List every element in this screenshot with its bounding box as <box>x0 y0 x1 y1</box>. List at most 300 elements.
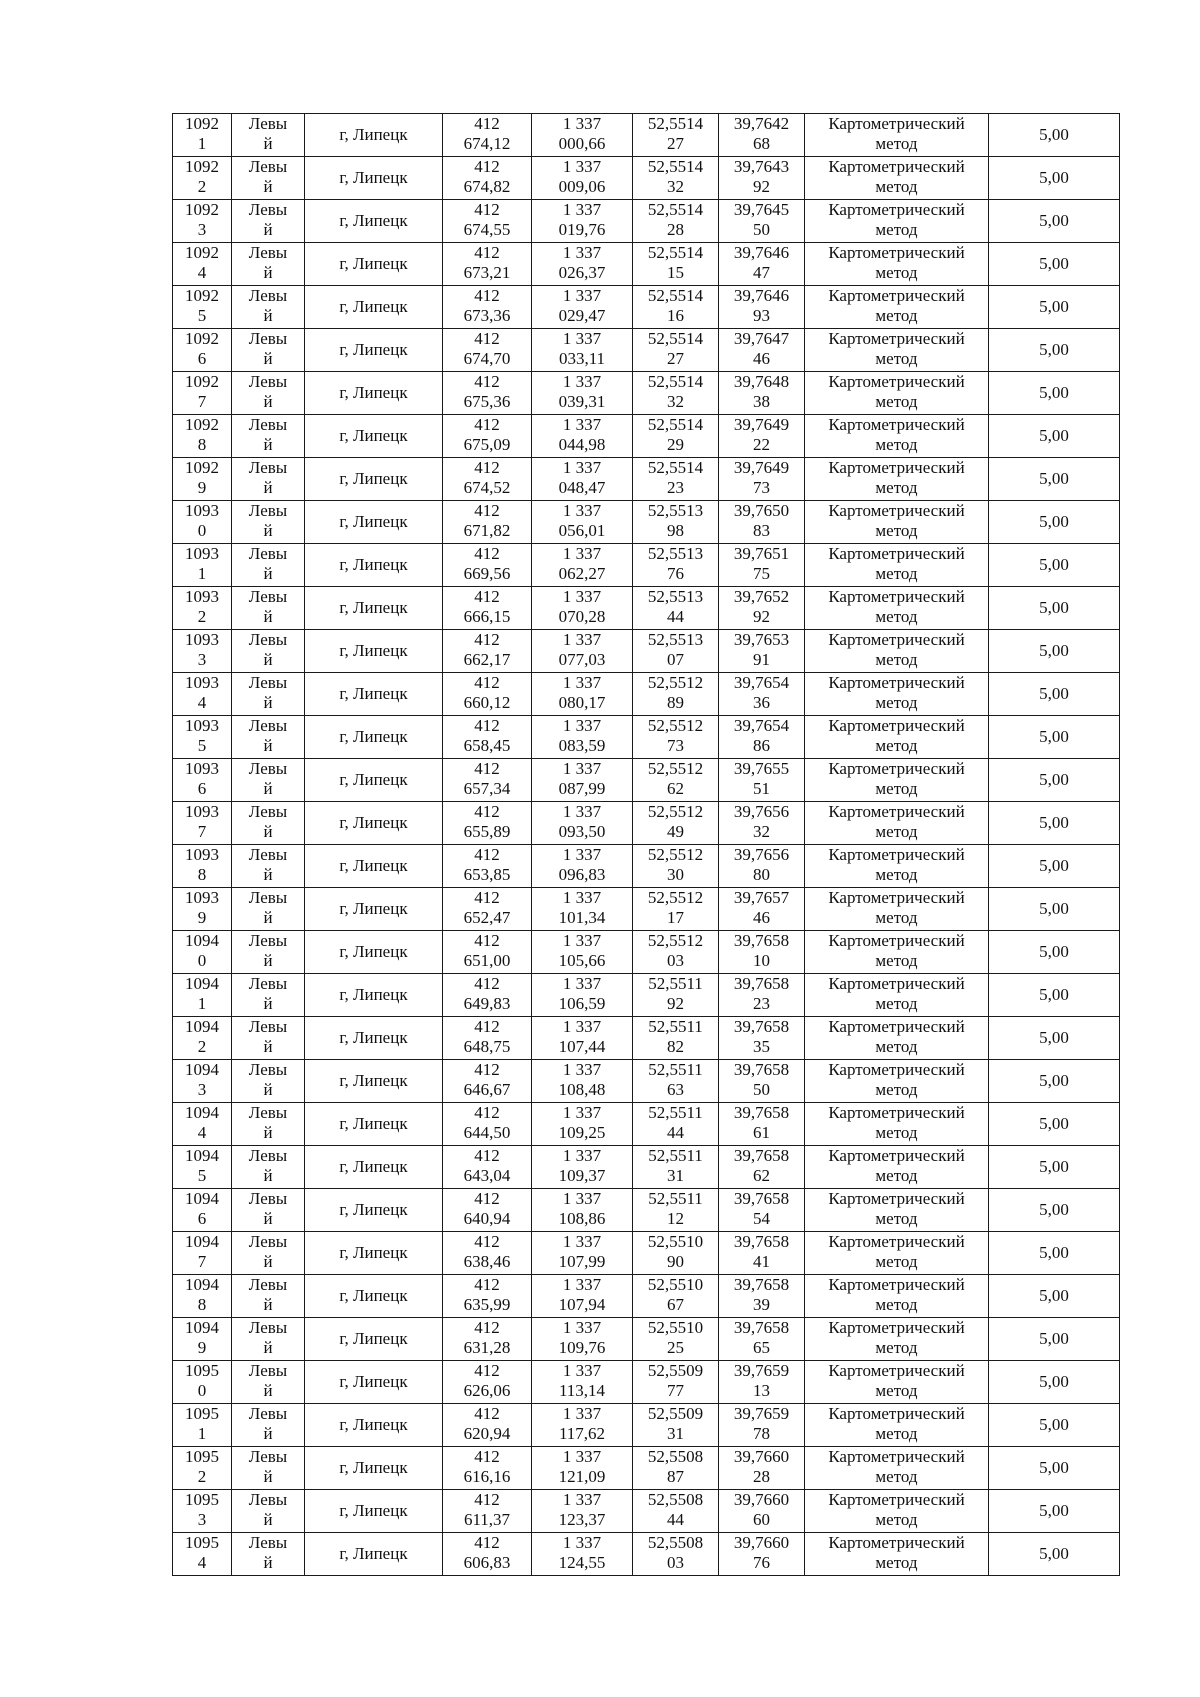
latitude-line: 89 <box>667 693 684 712</box>
method-line: Картометрический <box>828 415 965 434</box>
latitude-cell <box>633 587 719 630</box>
side-line: Левы <box>248 587 288 606</box>
longitude-cell <box>719 1146 805 1189</box>
latitude-line: 16 <box>667 306 684 325</box>
method-line: метод <box>875 1424 918 1443</box>
side-cell <box>232 458 305 501</box>
y-coordinate-cell <box>532 243 633 286</box>
method-cell <box>805 1060 989 1103</box>
table-row <box>173 157 1120 200</box>
y-coordinate-cell <box>532 802 633 845</box>
latitude-line: 52,5514 <box>647 329 704 348</box>
x-coordinate-cell <box>443 1490 532 1533</box>
table-row <box>173 630 1120 673</box>
side-line: й <box>263 1080 273 1099</box>
method-cell <box>805 243 989 286</box>
latitude-line: 52,5512 <box>647 802 704 821</box>
y-coordinate-line: 1 337 <box>562 415 602 434</box>
side-line: й <box>263 908 273 927</box>
y-coordinate-line: 117,62 <box>558 1424 606 1443</box>
table-row <box>173 931 1120 974</box>
error-cell: 5,00 <box>989 200 1120 243</box>
point-number-line: 0 <box>197 951 207 970</box>
city-cell: г, Липецк <box>305 1447 443 1490</box>
longitude-line: 39,7656 <box>733 845 790 864</box>
x-coordinate-line: 652,47 <box>463 908 511 927</box>
x-coordinate-cell <box>443 114 532 157</box>
side-line: Левы <box>248 1232 288 1251</box>
side-cell <box>232 544 305 587</box>
x-coordinate-line: 412 <box>474 544 500 563</box>
method-line: метод <box>875 1037 918 1056</box>
side-line: й <box>263 1338 273 1357</box>
error-cell: 5,00 <box>989 1361 1120 1404</box>
side-line: й <box>263 951 273 970</box>
latitude-line: 32 <box>667 392 684 411</box>
point-number-cell <box>173 1232 232 1275</box>
x-coordinate-line: 662,17 <box>463 650 511 669</box>
point-number-cell <box>173 114 232 157</box>
method-line: Картометрический <box>828 888 965 907</box>
side-cell <box>232 759 305 802</box>
error-cell: 5,00 <box>989 587 1120 630</box>
point-number-cell <box>173 200 232 243</box>
city-cell: г, Липецк <box>305 1103 443 1146</box>
method-cell <box>805 200 989 243</box>
side-line: й <box>263 263 273 282</box>
city-cell: г, Липецк <box>305 458 443 501</box>
side-cell <box>232 1060 305 1103</box>
x-coordinate-line: 655,89 <box>463 822 511 841</box>
point-number-cell <box>173 372 232 415</box>
latitude-line: 52,5514 <box>647 286 704 305</box>
latitude-cell <box>633 1232 719 1275</box>
longitude-line: 39,7653 <box>733 630 790 649</box>
latitude-line: 52,5510 <box>647 1232 704 1251</box>
longitude-cell <box>719 1447 805 1490</box>
latitude-cell <box>633 1189 719 1232</box>
method-cell <box>805 157 989 200</box>
y-coordinate-line: 029,47 <box>558 306 606 325</box>
point-number-line: 6 <box>197 1209 207 1228</box>
longitude-line: 39,7658 <box>733 1318 790 1337</box>
table-row <box>173 587 1120 630</box>
method-line: Картометрический <box>828 1490 965 1509</box>
x-coordinate-line: 412 <box>474 1447 500 1466</box>
table-row <box>173 1275 1120 1318</box>
point-number-cell <box>173 157 232 200</box>
point-number-cell <box>173 1275 232 1318</box>
error-cell: 5,00 <box>989 114 1120 157</box>
side-line: й <box>263 650 273 669</box>
point-number-cell <box>173 716 232 759</box>
latitude-cell <box>633 114 719 157</box>
point-number-line: 1094 <box>185 1232 219 1251</box>
table-row <box>173 372 1120 415</box>
city-cell: г, Липецк <box>305 1189 443 1232</box>
latitude-line: 52,5510 <box>647 1318 704 1337</box>
x-coordinate-line: 657,34 <box>463 779 511 798</box>
y-coordinate-line: 026,37 <box>558 263 606 282</box>
side-cell <box>232 931 305 974</box>
method-cell <box>805 1533 989 1576</box>
method-cell <box>805 458 989 501</box>
x-coordinate-cell <box>443 931 532 974</box>
longitude-cell <box>719 458 805 501</box>
side-line: Левы <box>248 1533 288 1552</box>
x-coordinate-cell <box>443 630 532 673</box>
method-line: метод <box>875 1123 918 1142</box>
method-line: Картометрический <box>828 1146 965 1165</box>
side-cell <box>232 587 305 630</box>
x-coordinate-line: 611,37 <box>463 1510 511 1529</box>
side-line: Левы <box>248 630 288 649</box>
method-cell <box>805 1447 989 1490</box>
longitude-line: 39,7660 <box>733 1533 790 1552</box>
longitude-line: 39,7660 <box>733 1490 790 1509</box>
city-cell: г, Липецк <box>305 544 443 587</box>
method-line: метод <box>875 994 918 1013</box>
point-number-line: 1093 <box>185 802 219 821</box>
x-coordinate-line: 412 <box>474 1318 500 1337</box>
latitude-line: 52,5514 <box>647 458 704 477</box>
longitude-line: 39,7655 <box>733 759 790 778</box>
method-line: Картометрический <box>828 372 965 391</box>
y-coordinate-line: 1 337 <box>562 1232 602 1251</box>
latitude-cell <box>633 716 719 759</box>
longitude-line: 39,7658 <box>733 931 790 950</box>
point-number-line: 1095 <box>185 1447 219 1466</box>
y-coordinate-line: 1 337 <box>562 1017 602 1036</box>
method-line: метод <box>875 693 918 712</box>
point-number-line: 1094 <box>185 1060 219 1079</box>
error-cell: 5,00 <box>989 1447 1120 1490</box>
point-number-line: 1092 <box>185 200 219 219</box>
latitude-line: 31 <box>667 1424 684 1443</box>
x-coordinate-line: 412 <box>474 1361 500 1380</box>
side-line: Левы <box>248 716 288 735</box>
longitude-line: 39,7658 <box>733 1146 790 1165</box>
city-cell: г, Липецк <box>305 1318 443 1361</box>
point-number-cell <box>173 329 232 372</box>
longitude-line: 39,7657 <box>733 888 790 907</box>
longitude-cell <box>719 286 805 329</box>
longitude-line: 76 <box>753 1553 770 1572</box>
longitude-line: 92 <box>753 177 770 196</box>
point-number-line: 2 <box>197 607 207 626</box>
latitude-cell <box>633 888 719 931</box>
city-cell: г, Липецк <box>305 587 443 630</box>
error-cell: 5,00 <box>989 974 1120 1017</box>
method-line: метод <box>875 607 918 626</box>
point-number-line: 1094 <box>185 1017 219 1036</box>
error-cell: 5,00 <box>989 888 1120 931</box>
y-coordinate-cell <box>532 630 633 673</box>
city-cell: г, Липецк <box>305 1361 443 1404</box>
longitude-line: 46 <box>753 349 770 368</box>
point-number-line: 1094 <box>185 1318 219 1337</box>
y-coordinate-cell <box>532 1060 633 1103</box>
point-number-line: 1093 <box>185 544 219 563</box>
latitude-line: 98 <box>667 521 684 540</box>
method-line: Картометрический <box>828 329 965 348</box>
point-number-line: 4 <box>197 1553 207 1572</box>
point-number-line: 1092 <box>185 243 219 262</box>
point-number-line: 1092 <box>185 329 219 348</box>
x-coordinate-cell <box>443 458 532 501</box>
point-number-cell <box>173 673 232 716</box>
side-line: й <box>263 478 273 497</box>
latitude-line: 03 <box>667 951 684 970</box>
method-line: Картометрический <box>828 157 965 176</box>
method-line: Картометрический <box>828 1533 965 1552</box>
side-line: Левы <box>248 200 288 219</box>
city-cell: г, Липецк <box>305 372 443 415</box>
y-coordinate-line: 1 337 <box>562 1533 602 1552</box>
side-line: й <box>263 1424 273 1443</box>
method-line: Картометрический <box>828 673 965 692</box>
point-number-line: 7 <box>197 392 207 411</box>
latitude-cell <box>633 759 719 802</box>
y-coordinate-line: 109,37 <box>558 1166 606 1185</box>
point-number-cell <box>173 1490 232 1533</box>
longitude-cell <box>719 1060 805 1103</box>
x-coordinate-line: 673,36 <box>463 306 511 325</box>
longitude-line: 50 <box>753 1080 770 1099</box>
latitude-line: 52,5510 <box>647 1275 704 1294</box>
longitude-line: 36 <box>753 693 770 712</box>
point-number-cell <box>173 630 232 673</box>
point-number-cell <box>173 974 232 1017</box>
latitude-cell <box>633 1533 719 1576</box>
method-line: Картометрический <box>828 974 965 993</box>
table-row <box>173 1533 1120 1576</box>
point-number-line: 5 <box>197 306 207 325</box>
table-row <box>173 1103 1120 1146</box>
point-number-line: 1093 <box>185 716 219 735</box>
side-line: Левы <box>248 1017 288 1036</box>
city-cell: г, Липецк <box>305 1232 443 1275</box>
longitude-line: 39,7642 <box>733 114 790 133</box>
point-number-line: 8 <box>197 865 207 884</box>
side-line: Левы <box>248 286 288 305</box>
x-coordinate-line: 674,70 <box>463 349 511 368</box>
y-coordinate-line: 109,76 <box>558 1338 606 1357</box>
y-coordinate-line: 1 337 <box>562 888 602 907</box>
x-coordinate-line: 674,55 <box>463 220 511 239</box>
x-coordinate-line: 412 <box>474 1275 500 1294</box>
latitude-line: 31 <box>667 1166 684 1185</box>
x-coordinate-line: 412 <box>474 759 500 778</box>
method-cell <box>805 802 989 845</box>
longitude-line: 46 <box>753 908 770 927</box>
latitude-cell <box>633 157 719 200</box>
side-line: й <box>263 865 273 884</box>
table-row <box>173 716 1120 759</box>
method-cell <box>805 845 989 888</box>
x-coordinate-cell <box>443 1146 532 1189</box>
latitude-cell <box>633 974 719 1017</box>
x-coordinate-cell <box>443 1275 532 1318</box>
y-coordinate-line: 083,59 <box>558 736 606 755</box>
side-line: Левы <box>248 1189 288 1208</box>
table-row <box>173 458 1120 501</box>
latitude-line: 44 <box>667 1123 684 1142</box>
method-line: Картометрический <box>828 1447 965 1466</box>
side-line: Левы <box>248 1490 288 1509</box>
longitude-cell <box>719 501 805 544</box>
x-coordinate-line: 675,36 <box>463 392 511 411</box>
method-line: метод <box>875 1467 918 1486</box>
longitude-line: 54 <box>753 1209 770 1228</box>
table-row <box>173 1404 1120 1447</box>
latitude-cell <box>633 458 719 501</box>
x-coordinate-line: 412 <box>474 716 500 735</box>
point-number-cell <box>173 1318 232 1361</box>
point-number-line: 1094 <box>185 974 219 993</box>
point-number-line: 1094 <box>185 931 219 950</box>
coordinates-table <box>172 113 1120 1576</box>
side-line: й <box>263 1037 273 1056</box>
latitude-line: 52,5514 <box>647 157 704 176</box>
side-cell <box>232 200 305 243</box>
longitude-line: 39,7656 <box>733 802 790 821</box>
y-coordinate-line: 1 337 <box>562 1060 602 1079</box>
x-coordinate-line: 412 <box>474 501 500 520</box>
longitude-line: 60 <box>753 1510 770 1529</box>
side-cell <box>232 630 305 673</box>
x-coordinate-cell <box>443 759 532 802</box>
city-cell: г, Липецк <box>305 286 443 329</box>
latitude-cell <box>633 1275 719 1318</box>
x-coordinate-line: 660,12 <box>463 693 511 712</box>
point-number-line: 1093 <box>185 501 219 520</box>
side-line: й <box>263 134 273 153</box>
latitude-line: 62 <box>667 779 684 798</box>
side-cell <box>232 157 305 200</box>
latitude-line: 07 <box>667 650 684 669</box>
point-number-cell <box>173 544 232 587</box>
x-coordinate-line: 653,85 <box>463 865 511 884</box>
y-coordinate-cell <box>532 286 633 329</box>
x-coordinate-cell <box>443 1318 532 1361</box>
method-line: метод <box>875 650 918 669</box>
method-cell <box>805 1017 989 1060</box>
point-number-line: 9 <box>197 478 207 497</box>
x-coordinate-line: 412 <box>474 243 500 262</box>
point-number-line: 2 <box>197 1467 207 1486</box>
city-cell: г, Липецк <box>305 759 443 802</box>
latitude-cell <box>633 1447 719 1490</box>
y-coordinate-line: 1 337 <box>562 243 602 262</box>
y-coordinate-cell <box>532 1533 633 1576</box>
error-cell: 5,00 <box>989 286 1120 329</box>
side-line: Левы <box>248 544 288 563</box>
point-number-line: 4 <box>197 1123 207 1142</box>
side-line: й <box>263 1510 273 1529</box>
side-cell <box>232 1103 305 1146</box>
x-coordinate-line: 616,16 <box>463 1467 511 1486</box>
x-coordinate-line: 412 <box>474 1060 500 1079</box>
point-number-line: 3 <box>197 220 207 239</box>
y-coordinate-line: 107,99 <box>558 1252 606 1271</box>
y-coordinate-line: 056,01 <box>558 521 606 540</box>
point-number-line: 4 <box>197 693 207 712</box>
y-coordinate-line: 107,44 <box>558 1037 606 1056</box>
latitude-line: 52,5511 <box>648 1146 703 1165</box>
x-coordinate-line: 651,00 <box>463 951 511 970</box>
point-number-cell <box>173 1533 232 1576</box>
y-coordinate-line: 1 337 <box>562 1361 602 1380</box>
y-coordinate-cell <box>532 1146 633 1189</box>
latitude-cell <box>633 630 719 673</box>
y-coordinate-line: 1 337 <box>562 1447 602 1466</box>
y-coordinate-line: 080,17 <box>558 693 606 712</box>
y-coordinate-line: 1 337 <box>562 501 602 520</box>
table-row <box>173 200 1120 243</box>
longitude-cell <box>719 1533 805 1576</box>
point-number-line: 1092 <box>185 157 219 176</box>
x-coordinate-line: 412 <box>474 1232 500 1251</box>
side-line: й <box>263 1381 273 1400</box>
y-coordinate-line: 1 337 <box>562 673 602 692</box>
y-coordinate-cell <box>532 931 633 974</box>
city-cell: г, Липецк <box>305 888 443 931</box>
error-cell: 5,00 <box>989 845 1120 888</box>
side-cell <box>232 501 305 544</box>
y-coordinate-cell <box>532 544 633 587</box>
side-cell <box>232 1533 305 1576</box>
method-cell <box>805 1318 989 1361</box>
y-coordinate-line: 1 337 <box>562 200 602 219</box>
x-coordinate-line: 412 <box>474 888 500 907</box>
error-cell: 5,00 <box>989 716 1120 759</box>
side-line: Левы <box>248 1447 288 1466</box>
latitude-line: 52,5512 <box>647 759 704 778</box>
x-coordinate-line: 412 <box>474 157 500 176</box>
point-number-line: 1093 <box>185 673 219 692</box>
x-coordinate-line: 646,67 <box>463 1080 511 1099</box>
side-line: Левы <box>248 1060 288 1079</box>
y-coordinate-line: 1 337 <box>562 974 602 993</box>
y-coordinate-line: 1 337 <box>562 1318 602 1337</box>
method-line: Картометрический <box>828 931 965 950</box>
x-coordinate-line: 606,83 <box>463 1553 511 1572</box>
y-coordinate-line: 093,50 <box>558 822 606 841</box>
method-cell <box>805 1232 989 1275</box>
table-row <box>173 501 1120 544</box>
x-coordinate-line: 412 <box>474 630 500 649</box>
side-line: Левы <box>248 1318 288 1337</box>
latitude-line: 90 <box>667 1252 684 1271</box>
latitude-line: 52,5513 <box>647 544 704 563</box>
y-coordinate-line: 109,25 <box>558 1123 606 1142</box>
side-cell <box>232 1447 305 1490</box>
point-number-line: 1 <box>197 1424 207 1443</box>
x-coordinate-line: 412 <box>474 329 500 348</box>
y-coordinate-line: 1 337 <box>562 114 602 133</box>
method-cell <box>805 286 989 329</box>
longitude-cell <box>719 587 805 630</box>
longitude-line: 39,7660 <box>733 1447 790 1466</box>
x-coordinate-line: 674,82 <box>463 177 511 196</box>
table-row <box>173 1189 1120 1232</box>
side-cell <box>232 1232 305 1275</box>
error-cell: 5,00 <box>989 458 1120 501</box>
latitude-line: 52,5508 <box>647 1533 704 1552</box>
city-cell: г, Липецк <box>305 673 443 716</box>
point-number-cell <box>173 286 232 329</box>
